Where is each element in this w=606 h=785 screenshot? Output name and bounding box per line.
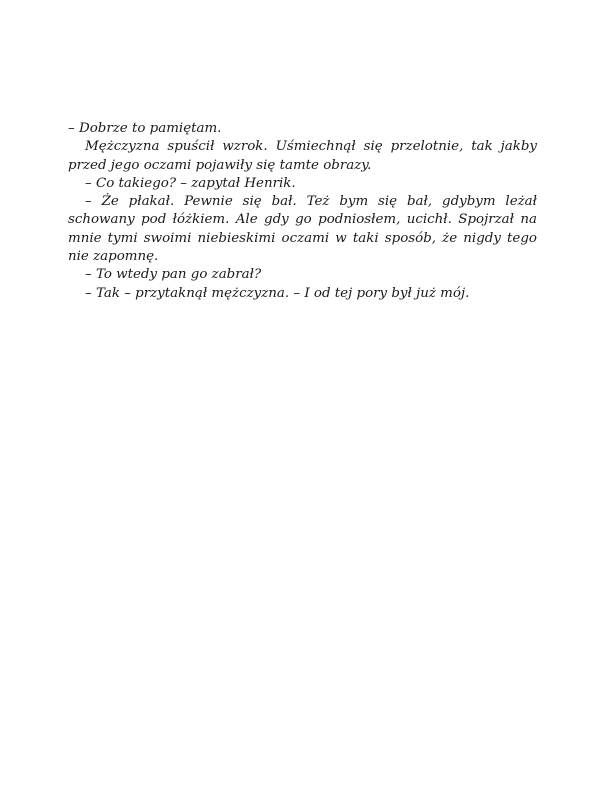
paragraph-3: – Co takiego? – zapytał Henrik.: [85, 175, 296, 191]
paragraph-6: – Tak – przytaknął mężczyzna. – I od tej pory był już mój.: [85, 285, 470, 301]
body-text: [68, 120, 537, 303]
paragraph-4: – Że płakał. Pewnie się bał. Też bym się bał, gdybym leżał schowany pod łóżkiem. Ale gdy go podniosłem, ucichł. Spojrzał na mnie tymi swoimi niebieskimi oczami w taki sposób, że nigdy tego nie zapomnę.: [68, 194, 537, 265]
paragraph-2: Mężczyzna spuścił wzrok. Uśmiechnął się przelotnie, tak jakby przed jego oczami pojawiły się tamte obrazy.: [68, 139, 537, 173]
paragraph-1: – Dobrze to pamiętam.: [68, 121, 222, 136]
paragraph-5: – To wtedy pan go zabrał?: [85, 267, 262, 283]
